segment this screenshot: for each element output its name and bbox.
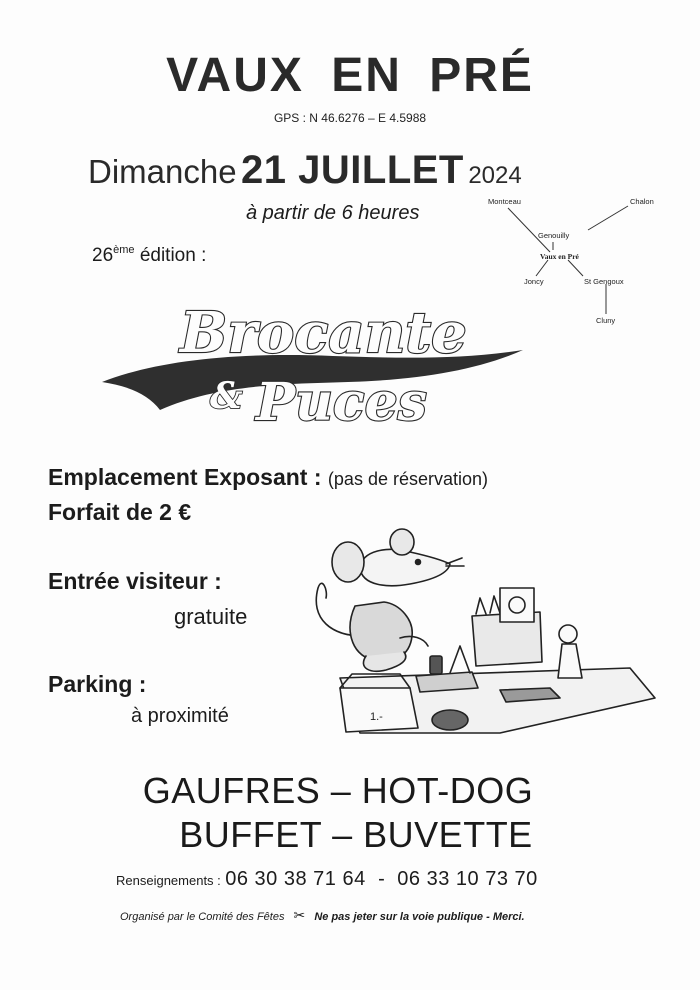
map-town-cluny: Cluny	[596, 316, 616, 325]
logo-ampersand: &	[210, 375, 243, 417]
contact-info	[116, 868, 538, 891]
exhibitor-fee: Forfait de 2 €	[48, 499, 192, 525]
footer-organizer: Organisé par le Comité des Fêtes	[120, 911, 285, 923]
illus-figure-head	[559, 625, 577, 643]
footer-notice: Ne pas jeter sur la voie publique	[314, 911, 484, 923]
illus-mouse-ear-left	[332, 542, 364, 582]
illus-figure-body	[558, 644, 582, 678]
illus-mouse-eye	[416, 560, 421, 565]
logo-word-puces: Puces	[256, 372, 427, 433]
illus-price-tag: 1.-	[370, 711, 383, 723]
map-town-chalon: Chalon	[630, 197, 654, 206]
illus-record-sleeve	[500, 588, 534, 622]
date-day-month: 21 JUILLET	[241, 148, 464, 192]
edition-number: 26	[92, 245, 114, 266]
edition-label	[92, 244, 206, 267]
food-line-1: GAUFRES – HOT-DOG	[142, 770, 534, 811]
exhibitor-line	[48, 464, 488, 491]
footer-note	[120, 907, 525, 924]
contact-label: Renseignements :	[116, 873, 221, 888]
map-town-vaux: Vaux en Pré	[540, 252, 579, 261]
illus-toy	[432, 710, 468, 730]
event-town-title: VAUX EN PRÉ	[166, 49, 534, 102]
illus-mouse-ear-right	[390, 529, 414, 555]
map-road-joncy	[536, 260, 548, 276]
date-year: 2024	[468, 162, 522, 189]
parking-value: à proximité	[131, 705, 229, 727]
illus-price-box	[340, 688, 418, 732]
logo-word-brocante: Brocante	[180, 300, 467, 366]
illus-jar	[430, 656, 442, 674]
map-road-montceau	[508, 208, 550, 252]
gps-coordinates: GPS : N 46.6276 – E 4.5988	[273, 111, 427, 125]
brocante-puces-logo	[98, 290, 528, 450]
contact-separator: -	[378, 868, 385, 890]
map-town-montceau: Montceau	[488, 197, 521, 206]
edition-text: édition :	[134, 245, 207, 266]
exhibitor-label: Emplacement Exposant :	[48, 464, 322, 490]
footer-thanks: - Merci.	[483, 911, 525, 923]
visitor-value: gratuite	[174, 604, 248, 629]
mouse-flea-market-illustration	[300, 528, 660, 758]
exhibitor-note: (pas de réservation)	[327, 469, 488, 489]
illus-tray	[416, 672, 478, 692]
start-time: à partir de 6 heures	[246, 202, 420, 224]
map-town-genouilly: Genouilly	[538, 231, 570, 240]
map-road-st-gengoux	[568, 260, 583, 276]
event-date	[88, 148, 522, 193]
parking-label: Parking :	[48, 671, 147, 697]
scissors-icon: ✂	[293, 907, 306, 923]
map-town-st-gengoux: St Gengoux	[584, 277, 624, 286]
map-road-chalon	[588, 206, 628, 230]
food-line-2: BUFFET – BUVETTE	[179, 814, 533, 855]
contact-phone-1: 06 30 38 71 64	[225, 868, 366, 890]
map-town-joncy: Joncy	[524, 277, 544, 286]
visitor-label: Entrée visiteur :	[48, 568, 222, 594]
date-day-name: Dimanche	[88, 153, 237, 190]
contact-phone-2: 06 33 10 73 70	[397, 868, 538, 890]
edition-suffix: ème	[113, 244, 135, 256]
